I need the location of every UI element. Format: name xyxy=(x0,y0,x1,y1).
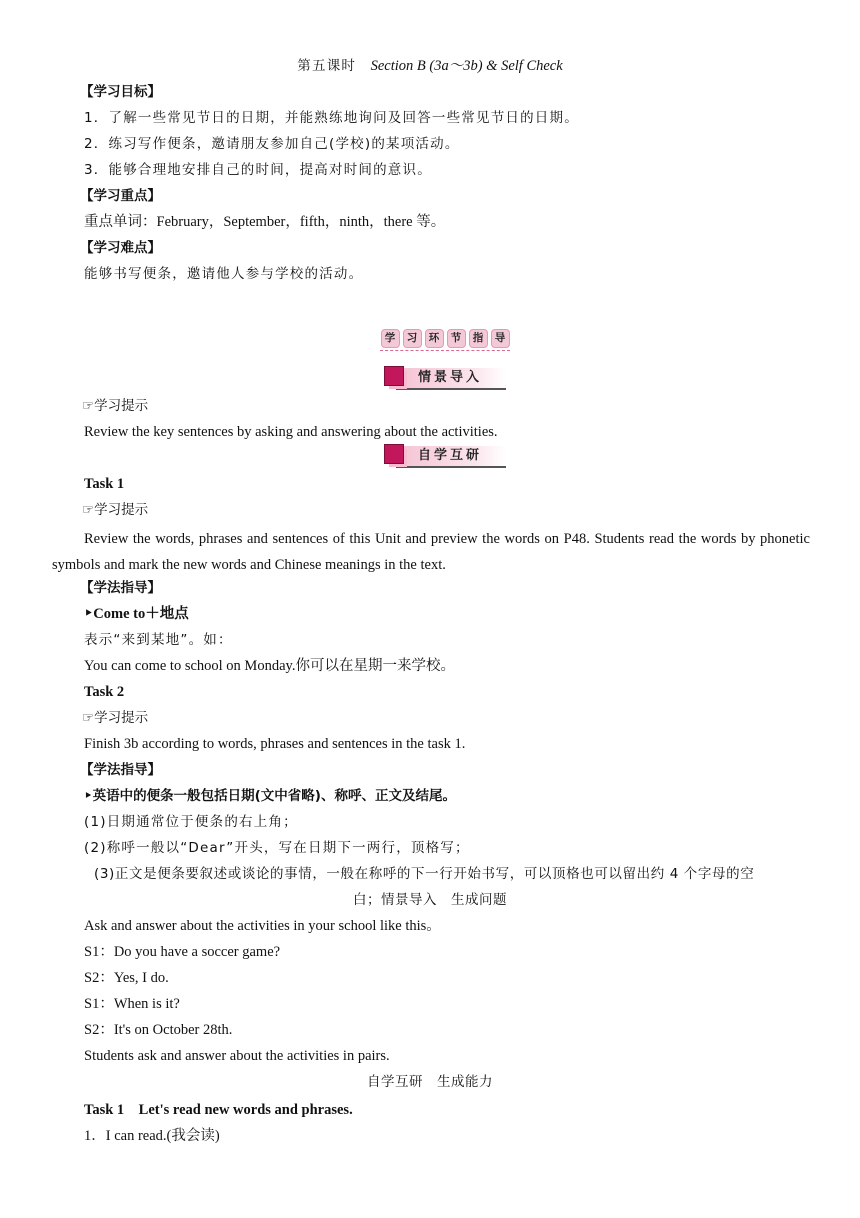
intro-text: Review the key sentences by asking and answering about the activities. xyxy=(84,424,498,440)
banner-char: 学 xyxy=(381,329,400,348)
square-icon xyxy=(384,444,404,464)
banner-char: 导 xyxy=(491,329,510,348)
task2-rule: (3)正文是便条要叙述或谈论的事情，一般在称呼的下一行开始书写，可以顶格也可以留出约 4 个字母的空 xyxy=(94,866,755,882)
banner-char: 习 xyxy=(403,329,422,348)
key-points-text: 重点单词：February，September，fifth，ninth，there 等。 xyxy=(84,214,446,230)
guide-banner xyxy=(380,327,510,351)
intro-tip: ☞学习提示 xyxy=(82,398,149,414)
study-item: 1．I can read.(我会读) xyxy=(84,1128,220,1144)
task1-example: You can come to school on Monday.你可以在星期一来学校。 xyxy=(84,658,455,674)
task1-explain: 表示“来到某地”。如： xyxy=(84,632,233,648)
lesson-title xyxy=(0,56,860,76)
section-title: Section B (3a～3b) & Self Check xyxy=(370,58,563,74)
objective-item: 2．练习写作便条，邀请朋友参加自己(学校)的某项活动。 xyxy=(84,136,460,152)
task1-method-heading: 【学法指导】 xyxy=(80,580,161,596)
self-study-tag: 自学互研 xyxy=(384,444,506,468)
task1-title: Task 1 xyxy=(84,476,125,492)
dialog-line: S1：Do you have a soccer game? xyxy=(84,944,281,960)
square-icon xyxy=(384,366,404,386)
task2-rule: (2)称呼一般以“Dear”开头，写在日期下一两行，顶格写； xyxy=(84,840,470,856)
dialog-line: S2：It's on October 28th. xyxy=(84,1022,233,1038)
scene-intro-tag: 情景导入 xyxy=(384,366,506,390)
task1-point: ‣Come to＋地点 xyxy=(84,606,189,622)
banner-char: 环 xyxy=(425,329,444,348)
task2-point: ‣英语中的便条一般包括日期(文中省略)、称呼、正文及结尾。 xyxy=(84,788,456,804)
task1-text: Review the words, phrases and sentences of this Unit and preview the words on P48. Students read the words by phonetic symbols and mark the new words and Chinese meanings in the text. xyxy=(52,531,810,573)
task2-text: Finish 3b according to words, phrases and sentences in the task 1. xyxy=(84,736,466,752)
task2-title: Task 2 xyxy=(84,684,125,700)
difficulties-heading: 【学习难点】 xyxy=(80,240,161,256)
dialog-line: S2：Yes, I do. xyxy=(84,970,169,986)
banner-char: 指 xyxy=(469,329,488,348)
lesson-number: 第五课时 xyxy=(297,58,357,74)
objectives-heading: 【学习目标】 xyxy=(80,84,161,100)
task2-tip: ☞学习提示 xyxy=(82,710,149,726)
key-points-heading: 【学习重点】 xyxy=(80,188,161,204)
dialog-line: S1：When is it? xyxy=(84,996,180,1012)
scene-intro: Ask and answer about the activities in your school like this。 xyxy=(84,918,441,934)
banner-char: 节 xyxy=(447,329,466,348)
banner-divider xyxy=(380,350,510,351)
study-section-title: 自学互研 生成能力 xyxy=(367,1074,493,1090)
task1-tip: ☞学习提示 xyxy=(82,502,149,518)
objective-item: 1．了解一些常见节日的日期，并能熟练地询问及回答一些常见节日的日期。 xyxy=(84,110,579,126)
task2-rule: (1)日期通常位于便条的右上角； xyxy=(84,814,298,830)
difficulties-text: 能够书写便条，邀请他人参与学校的活动。 xyxy=(84,266,364,282)
scene-outro: Students ask and answer about the activities in pairs. xyxy=(84,1048,390,1064)
task2-method-heading: 【学法指导】 xyxy=(80,762,161,778)
scene-section-title: 白；情景导入 生成问题 xyxy=(353,892,507,908)
objective-item: 3．能够合理地安排自己的时间，提高对时间的意识。 xyxy=(84,162,432,178)
study-task-title: Task 1 Let's read new words and phrases. xyxy=(84,1102,353,1118)
